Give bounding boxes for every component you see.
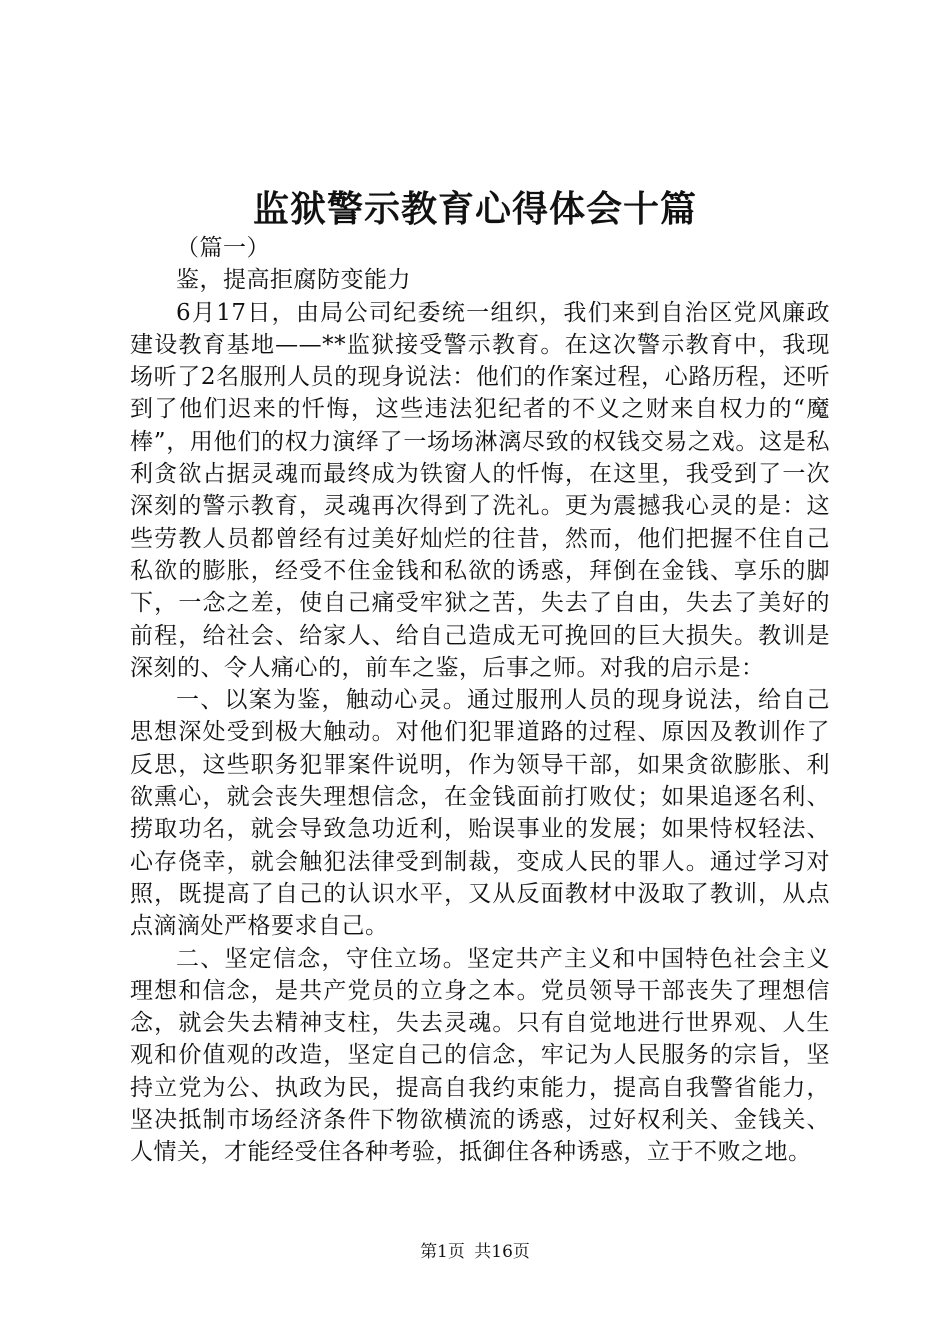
document-title: 监狱警示教育心得体会十篇	[252, 188, 697, 230]
section-heading: （篇一）	[176, 235, 270, 261]
subheading: 鉴，提高拒腐防变能力	[176, 267, 411, 294]
document-body	[130, 232, 830, 1169]
paragraph: 一、以案为鉴，触动心灵。通过服刑人员的现身说法，给自己思想深处受到极大触动。对他们犯罪道路的过程、原因及教训作了反思，这些职务犯罪案件说明，作为领导干部，如果贪欲膨胀、利欲熏心，就会丧失理想信念，在金钱面前打败仗；如果追逐名利、捞取功名，就会导致急功近利，贻误事业的发展；如果恃权轻法、心存侥幸，就会触犯法律受到制裁，变成人民的罪人。通过学习对照，既提高了自己的认识水平，又从反面教材中汲取了教训，从点点滴滴处严格要求自己。	[130, 687, 830, 940]
paragraph: 6月17日，由局公司纪委统一组织，我们来到自治区党风廉政建设教育基地——**监狱接受警示教育。在这次警示教育中，我现场听了2名服刑人员的现身说法：他们的作案过程，心路历程，还听到了他们迟来的忏悔，这些违法犯纪者的不义之财来自权力的“魔棒”，用他们的权力演绎了一场场淋漓尽致的权钱交易之戏。这是私利贪欲占据灵魂而最终成为铁窗人的忏悔，在这里，我受到了一次深刻的警示教育，灵魂再次得到了洗礼。更为震撼我心灵的是：这些劳教人员都曾经有过美好灿烂的往昔，然而，他们把握不住自己私欲的膨胀，经受不住金钱和私欲的诱惑，拜倒在金钱、享乐的脚下，一念之差，使自己痛受牢狱之苦，失去了自由，失去了美好的前程，给社会、给家人、给自己造成无可挽回的巨大损失。教训是深刻的、令人痛心的，前车之鉴，后事之师。对我的启示是：	[130, 299, 830, 681]
total-pages: 共16页	[474, 1242, 530, 1262]
paragraph: 二、坚定信念，守住立场。坚定共产主义和中国特色社会主义理想和信念，是共产党员的立身之本。党员领导干部丧失了理想信念，就会失去精神支柱，失去灵魂。只有自觉地进行世界观、人生观和价值观的改造，坚定自己的信念，牢记为人民服务的宗旨，坚持立党为公、执政为民，提高自我约束能力，提高自我警省能力，坚决抵制市场经济条件下物欲横流的诱惑，过好权利关、金钱关、人情关，才能经受住各种考验，抵御住各种诱惑，立于不败之地。	[130, 945, 830, 1166]
current-page-number: 第1页	[420, 1242, 465, 1262]
page-footer	[0, 1240, 950, 1264]
